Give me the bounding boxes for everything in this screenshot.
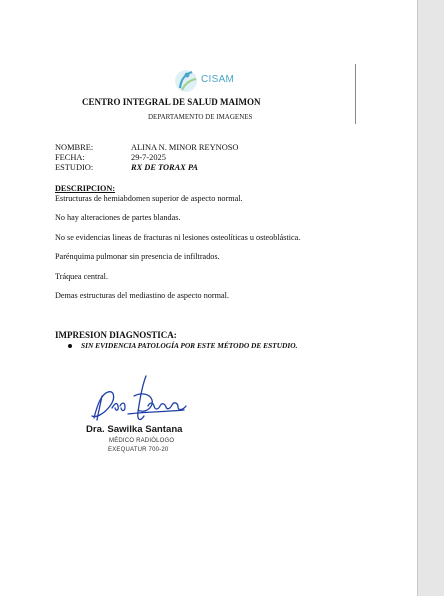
cisam-logo — [172, 66, 240, 96]
name-label: NOMBRE: — [55, 143, 94, 152]
description-heading: DESCRIPCION: — [55, 184, 116, 193]
impresion-list-item — [68, 341, 297, 350]
signature-image-icon — [88, 372, 192, 428]
description-paragraph: No se evidencias lineas de fracturas ni lesiones osteolíticas u osteoblástica. — [55, 232, 301, 242]
signer-name: Dra. Sawilka Santana — [86, 424, 183, 435]
impresion-heading: IMPRESION DIAGNOSTICA: — [55, 330, 177, 340]
patient-name-row — [55, 143, 238, 153]
signer-title: MÉDICO RADIÓLOGO — [109, 438, 175, 444]
description-paragraph: Estructuras de hemiabdomen superior de aspecto normal. — [55, 193, 243, 203]
logo-text: CISAM — [201, 74, 235, 85]
viewer-background — [418, 0, 444, 596]
patient-info — [55, 143, 238, 173]
date-row — [55, 153, 238, 163]
description-section — [55, 184, 355, 301]
signer-exequatur: EXEQUATUR 700-20 — [108, 447, 169, 453]
bullet-icon — [68, 344, 72, 348]
header-divider — [355, 64, 356, 124]
name-value: ALINA N. MINOR REYNOSO — [131, 143, 239, 152]
date-value: 29-7-2025 — [131, 153, 166, 162]
date-label: FECHA: — [55, 153, 85, 162]
department-name: DEPARTAMENTO DE IMAGENES — [148, 113, 253, 121]
description-paragraph: Demas estructuras del mediastino de aspecto normal. — [55, 291, 229, 300]
impresion-text: SIN EVIDENCIA PATOLOGÍA POR ESTE MÉTODO DE ESTUDIO. — [81, 341, 298, 350]
clinic-name: CENTRO INTEGRAL DE SALUD MAIMON — [82, 97, 261, 107]
description-paragraph: Tráquea central. — [55, 271, 108, 281]
study-value: RX DE TORAX PA — [131, 163, 198, 172]
study-row — [55, 163, 238, 173]
handwritten-signature — [88, 372, 192, 428]
description-paragraph: No hay alteraciones de partes blandas. — [55, 213, 181, 222]
study-label: ESTUDIO: — [55, 163, 94, 172]
cisam-logo-icon — [172, 66, 202, 96]
description-paragraph: Parénquima pulmonar sin presencia de infiltrados. — [55, 252, 220, 261]
